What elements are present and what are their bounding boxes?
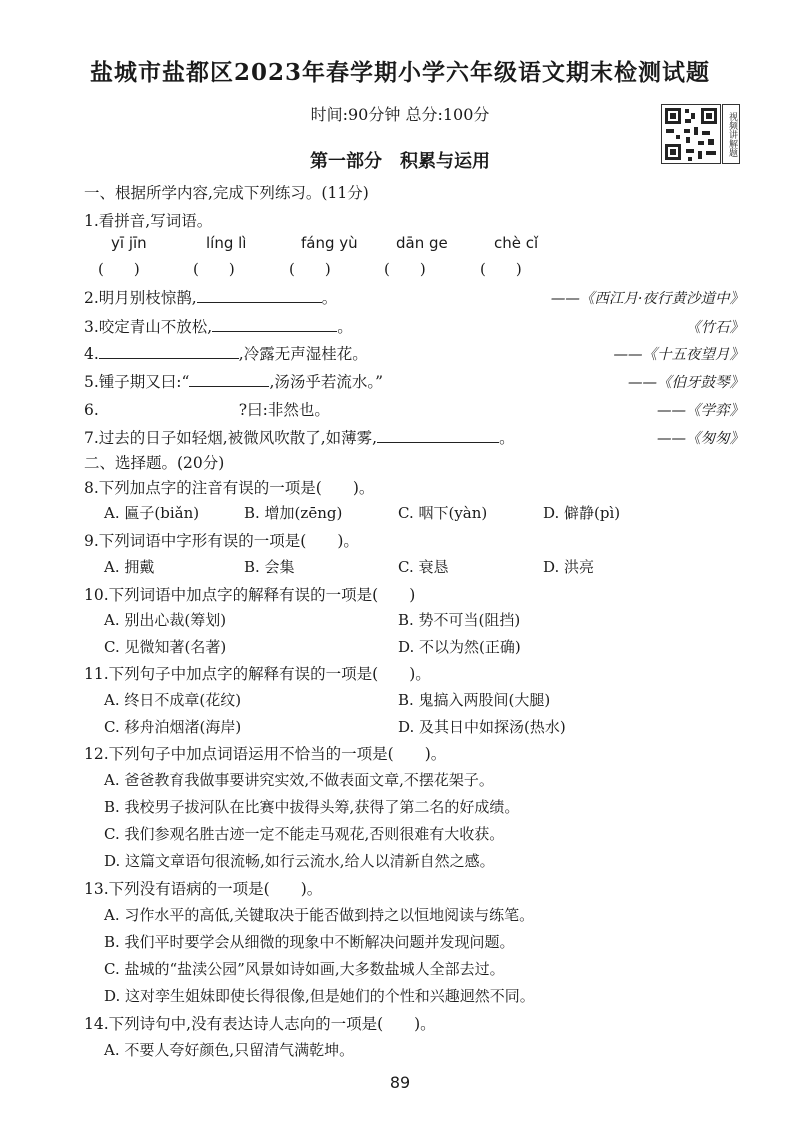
answer-box-5[interactable]: ( ) — [480, 260, 522, 278]
pinyin-2: líng lì — [206, 234, 247, 252]
question-6-stem: 6. — [84, 401, 99, 419]
answer-box-3[interactable]: ( ) — [289, 260, 331, 278]
option-10a[interactable]: A. 别出心裁(筹划) — [104, 611, 227, 629]
fill-blank[interactable] — [99, 344, 239, 359]
question-2-end: 。 — [321, 289, 338, 307]
answer-box-4[interactable]: ( ) — [384, 260, 426, 278]
question-5 — [84, 370, 383, 392]
option-12c[interactable]: C. 我们参观名胜古迹一定不能走马观花,否则很难有大收获。 — [104, 825, 505, 843]
question-7-stem: 7.过去的日子如轻烟,被微风吹散了,如薄雾, — [84, 429, 378, 447]
question-3-stem: 3.咬定青山不放松, — [84, 318, 213, 336]
option-12b[interactable]: B. 我校男子拔河队在比赛中拔得头筹,获得了第二名的好成绩。 — [104, 798, 520, 816]
fill-blank[interactable] — [197, 288, 322, 303]
option-9b[interactable]: B. 会集 — [244, 558, 295, 576]
source-2: ——《西江月·夜行黄沙道中》 — [550, 291, 744, 307]
question-4-stem: 4. — [84, 345, 99, 363]
question-13-stem: 13.下列没有语病的一项是( )。 — [84, 880, 323, 898]
pinyin-5: chè cǐ — [494, 234, 539, 252]
question-7-end: 。 — [499, 429, 515, 447]
pinyin-4: dān ge — [396, 234, 448, 252]
question-2 — [84, 286, 337, 308]
source-6: ——《学弈》 — [657, 403, 744, 419]
question-4 — [84, 342, 368, 364]
question-6-end: ?曰:非然也。 — [238, 401, 330, 419]
question-10-stem: 10.下列词语中加点字的解释有误的一项是( ) — [84, 586, 416, 604]
question-1-stem: 1.看拼音,写词语。 — [84, 212, 213, 230]
option-8a[interactable]: A. 匾子(biǎn) — [104, 504, 200, 522]
question-12-stem: 12.下列句子中加点词语运用不恰当的一项是( )。 — [84, 745, 447, 763]
question-4-end: ,冷露无声湿桂花。 — [238, 345, 368, 363]
question-8-stem: 8.下列加点字的注音有误的一项是( )。 — [84, 479, 375, 497]
option-9d[interactable]: D. 洪亮 — [543, 558, 595, 576]
section-heading-1: 一、根据所学内容,完成下列练习。(11分) — [84, 184, 369, 202]
option-10c[interactable]: C. 见微知著(名著) — [104, 638, 227, 656]
option-10d[interactable]: D. 不以为然(正确) — [398, 638, 521, 656]
source-4: ——《十五夜望月》 — [613, 347, 744, 363]
option-8c[interactable]: C. 咽下(yàn) — [398, 504, 488, 522]
question-3 — [84, 315, 353, 337]
question-2-stem: 2.明月别枝惊鹊, — [84, 289, 197, 307]
question-3-end: 。 — [337, 318, 353, 336]
option-11d[interactable]: D. 及其日中如探汤(热水) — [398, 718, 566, 736]
question-11-stem: 11.下列句子中加点字的解释有误的一项是( )。 — [84, 665, 431, 683]
page-title: 盐城市盐都区2023年春学期小学六年级语文期末检测试题 — [89, 59, 710, 86]
fill-blank[interactable] — [377, 428, 499, 443]
question-5-end: ,汤汤乎若流水。” — [269, 373, 384, 391]
question-6 — [84, 398, 330, 420]
page-number: 89 — [389, 1073, 411, 1092]
answer-box-2[interactable]: ( ) — [193, 260, 235, 278]
option-13a[interactable]: A. 习作水平的高低,关键取决于能否做到持之以恒地阅读与练笔。 — [104, 906, 535, 924]
question-5-stem: 5.锺子期又曰:“ — [84, 373, 190, 391]
option-14a[interactable]: A. 不要人夸好颜色,只留清气满乾坤。 — [104, 1041, 355, 1059]
option-13c[interactable]: C. 盐城的“盐渎公园”风景如诗如画,大多数盐城人全部去过。 — [104, 960, 505, 978]
fill-blank[interactable] — [189, 372, 269, 387]
option-9a[interactable]: A. 拥戴 — [104, 558, 155, 576]
section-heading-2: 二、选择题。(20分) — [84, 454, 225, 472]
option-8b[interactable]: B. 增加(zēng) — [244, 504, 343, 522]
option-11c[interactable]: C. 移舟泊烟渚(海岸) — [104, 718, 242, 736]
answer-box-1[interactable]: ( ) — [98, 260, 140, 278]
exam-meta: 时间:90分钟 总分:100分 — [310, 105, 490, 124]
pinyin-3: fáng yù — [301, 234, 358, 252]
pinyin-1: yī jīn — [111, 234, 147, 252]
option-10b[interactable]: B. 势不可当(阻挡) — [398, 611, 521, 629]
option-13d[interactable]: D. 这对孪生姐妹即使长得很像,但是她们的个性和兴趣迥然不同。 — [104, 987, 535, 1005]
option-9c[interactable]: C. 衰恳 — [398, 558, 449, 576]
source-3: 《竹石》 — [686, 320, 744, 336]
option-8d[interactable]: D. 僻静(pì) — [543, 504, 621, 522]
qr-label: 视频讲解题 — [722, 104, 740, 164]
option-13b[interactable]: B. 我们平时要学会从细微的现象中不断解决问题并发现问题。 — [104, 933, 515, 951]
fill-blank[interactable] — [212, 317, 337, 332]
source-7: ——《匆匆》 — [657, 431, 744, 447]
part-heading: 第一部分 积累与运用 — [310, 151, 490, 172]
source-5: ——《伯牙鼓琴》 — [628, 375, 744, 391]
option-12d[interactable]: D. 这篇文章语句很流畅,如行云流水,给人以清新自然之感。 — [104, 852, 495, 870]
question-7 — [84, 426, 515, 448]
option-11b[interactable]: B. 鬼搞入两股间(大腿) — [398, 691, 551, 709]
question-14-stem: 14.下列诗句中,没有表达诗人志向的一项是( )。 — [84, 1015, 436, 1033]
option-11a[interactable]: A. 终日不成章(花纹) — [104, 691, 242, 709]
option-12a[interactable]: A. 爸爸教育我做事要讲究实效,不做表面文章,不摆花架子。 — [104, 771, 494, 789]
question-9-stem: 9.下列词语中字形有误的一项是( )。 — [84, 532, 359, 550]
fill-blank[interactable] — [99, 401, 239, 415]
